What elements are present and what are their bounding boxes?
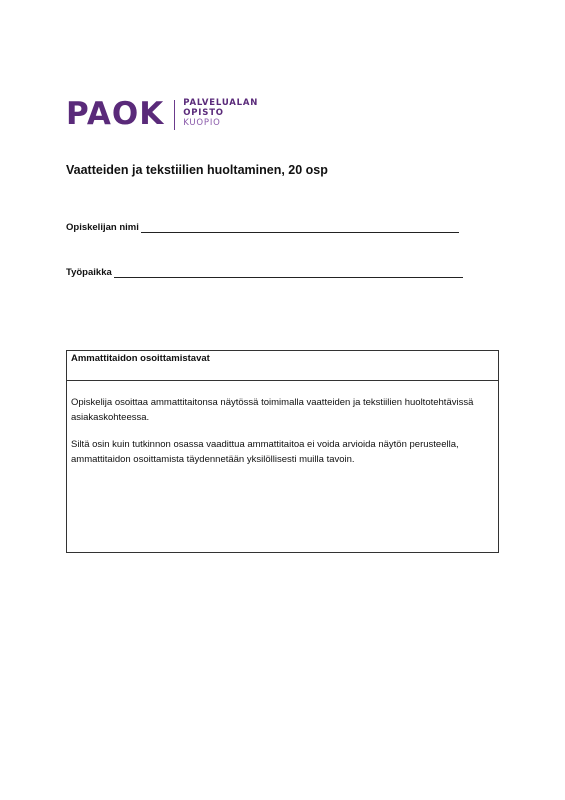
assessment-paragraph-2: Siltä osin kuin tutkinnon osassa vaadittua ammattitaitoa ei voida arvioida näytön perusteella, ammattitaidon osoittamista täydennetään yksilöllisesti muilla tavoin.: [71, 439, 459, 465]
student-name-field: [66, 219, 459, 233]
organization-logo: [66, 98, 258, 132]
logo-line-3: KUOPIO: [183, 118, 221, 128]
logo-line-2: OPISTO: [183, 108, 224, 118]
document-title: Vaatteiden ja tekstiilien huoltaminen, 20 osp: [66, 163, 328, 177]
logo-wordmark: [183, 98, 258, 128]
assessment-methods-box: [66, 350, 499, 553]
assessment-box-heading: Ammattitaidon osoittamistavat: [71, 353, 210, 364]
workplace-field: [66, 264, 463, 278]
student-name-blank-line: [141, 222, 459, 233]
assessment-paragraph-1: Opiskelija osoittaa ammattitaitonsa näytössä toimimalla vaatteiden ja tekstiilien huoltotehtävissä asiakaskohteessa.: [71, 397, 474, 423]
student-name-label: Opiskelijan nimi: [66, 222, 139, 233]
logo-mark: PAOK: [66, 96, 165, 132]
assessment-box-header: [67, 351, 498, 381]
logo-line-1: PALVELUALAN: [183, 98, 259, 108]
workplace-label: Työpaikka: [66, 267, 112, 278]
logo-divider: [174, 100, 175, 130]
workplace-blank-line: [114, 267, 463, 278]
assessment-box-body: [67, 381, 498, 467]
